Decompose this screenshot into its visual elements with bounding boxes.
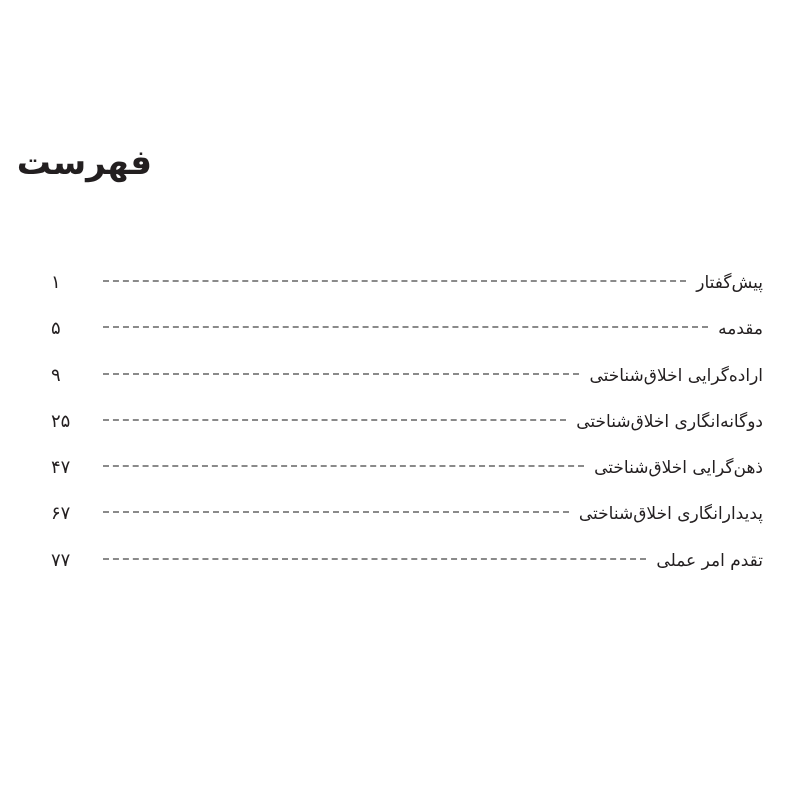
- toc-entry-page-number: ۶۷: [51, 503, 71, 525]
- dotted-leader: [103, 326, 708, 328]
- toc-entry-title: پدیدارانگاری اخلاق‌شناختی: [578, 504, 763, 525]
- dotted-leader: [103, 465, 584, 467]
- toc-entry-preface[interactable]: [51, 272, 763, 318]
- toc-entry-chapter-3[interactable]: [51, 457, 763, 503]
- toc-title: فهرست: [16, 143, 152, 183]
- toc-entry-title: مقدمه: [718, 319, 763, 340]
- toc-entry-title: دوگانه‌انگاری اخلاق‌شناختی: [576, 411, 763, 432]
- dotted-leader: [103, 558, 646, 560]
- dotted-leader: [103, 373, 579, 375]
- toc-entry-title: تقدم امر عملی: [656, 550, 763, 571]
- dotted-leader: [103, 511, 569, 513]
- toc-entry-page-number: ۷۷: [51, 549, 71, 571]
- toc-list: [51, 272, 763, 596]
- toc-entry-page-number: ۲۵: [51, 410, 71, 432]
- toc-entry-chapter-5[interactable]: [51, 550, 763, 596]
- dotted-leader: [103, 280, 686, 282]
- toc-entry-chapter-4[interactable]: [51, 503, 763, 549]
- toc-entry-title: اراده‌گرایی اخلاق‌شناختی: [589, 365, 763, 386]
- toc-entry-chapter-1[interactable]: [51, 365, 763, 411]
- toc-entry-chapter-2[interactable]: [51, 411, 763, 457]
- toc-entry-page-number: ۴۷: [51, 457, 71, 479]
- dotted-leader: [103, 419, 566, 421]
- toc-entry-introduction[interactable]: [51, 318, 763, 364]
- toc-entry-page-number: ۹: [51, 364, 61, 386]
- toc-entry-title: ذهن‌گرایی اخلاق‌شناختی: [594, 458, 763, 479]
- toc-entry-page-number: ۱: [51, 272, 61, 293]
- toc-entry-page-number: ۵: [51, 318, 61, 340]
- toc-entry-title: پیش‌گفتار: [696, 273, 763, 293]
